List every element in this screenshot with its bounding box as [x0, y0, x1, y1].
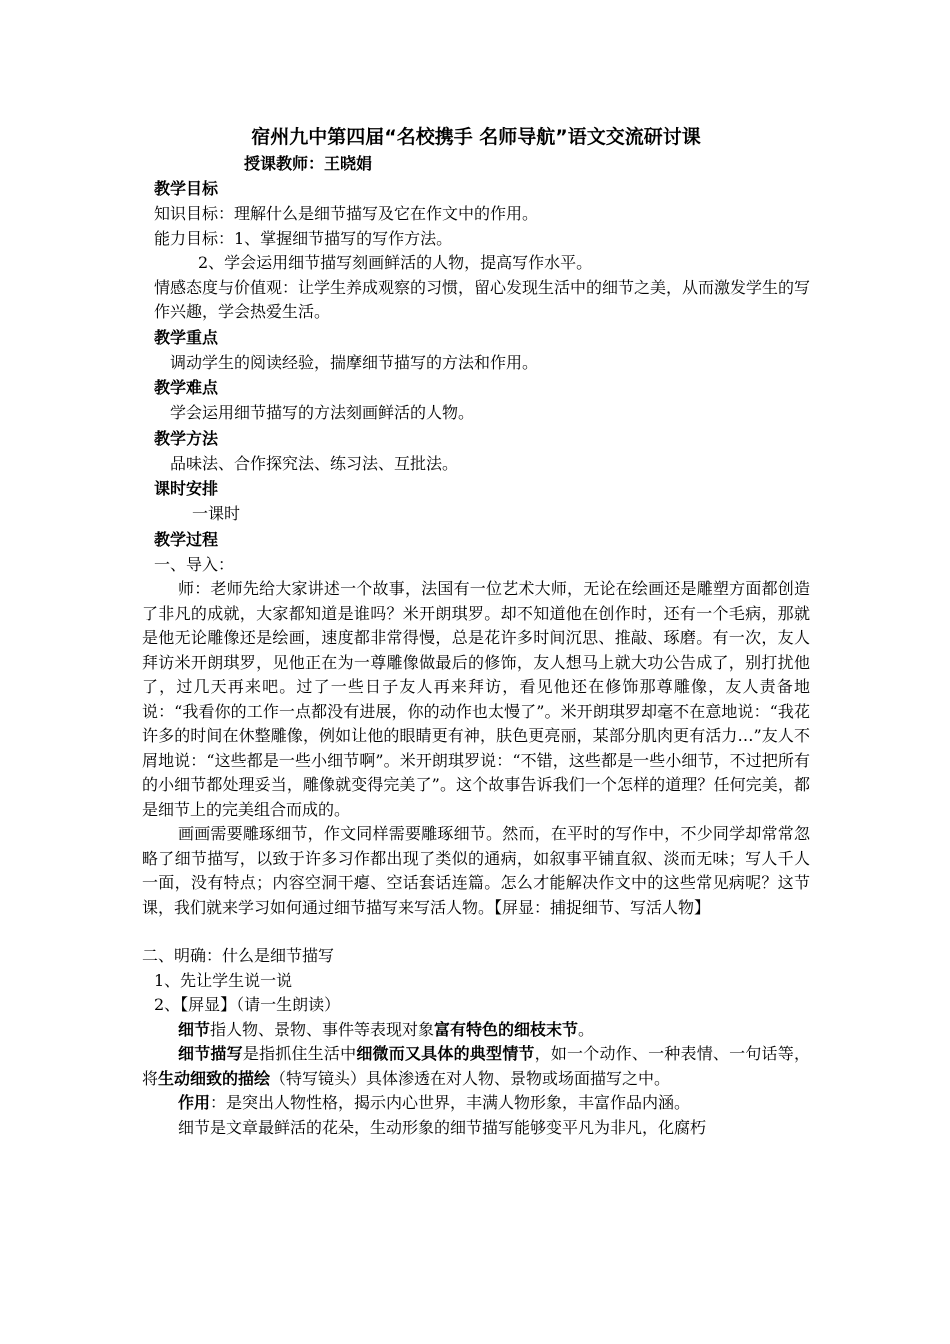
bold-term: 细节 — [178, 1019, 211, 1039]
section-2-item-2: 2、【屏显】（请一生朗读） — [154, 995, 341, 1014]
goal-ability-1: 能力目标：1、掌握细节描写的写作方法。 — [154, 228, 453, 248]
bold-term: 细节描写 — [178, 1044, 243, 1063]
spacer — [142, 920, 810, 944]
section-2-item-1: 1、先让学生说一说 — [154, 970, 293, 990]
methods-text: 品味法、合作探究法、练习法、互批法。 — [170, 453, 459, 473]
heading-key-points: 教学重点 — [154, 327, 219, 347]
goal-ability-2: 2、学会运用细节描写刻画鲜活的人物，提高写作水平。 — [198, 253, 593, 272]
heading-methods: 教学方法 — [154, 428, 219, 448]
intro-paragraph-1: 师：老师先给大家讲述一个故事，法国有一位艺术大师，无论在绘画还是雕塑方面都创造了非凡的成就，大家都知道是谁吗？米开朗琪罗。却不知道他在创作时，还有一个毛病，那就是他无论雕像还是绘画，速度都非常得慢，总是花许多时间沉思、推敲、琢磨。有一次，友人拜访米开朗琪罗，见他正在为一尊雕像做最后的修饰，友人想马上就大功公告成了，别打扰他了，过几天再来吧。过了一些日子友人再来拜访，看见他还在修饰那尊雕像，友人责备地说：“我看你的工作一点都没有进展，你的动作也太慢了”。米开朗琪罗却毫不在意地说：“我花许多的时间在休整雕像，例如让他的眼睛更有神，肤色更亮丽，某部分肌肉更有活力…”友人不屑地说：“这些都是一些小细节啊”。米开朗琪罗说：“不错，这些都是一些小细节，不过把所有的小细节都处理妥当，雕像就变得完美了”。这个故事告诉我们一个怎样的道理？任何完美，都是细节上的完美组合而成的。 — [142, 579, 810, 819]
closing-paragraph: 细节是文章最鲜活的花朵，生动形象的细节描写能够变平凡为非凡，化腐朽 — [178, 1117, 707, 1137]
heading-process: 教学过程 — [154, 529, 219, 549]
definition-detail-description: 细节描写是指抓住生活中细微而又具体的典型情节，如一个动作、一种表情、一句话等，将生动细致的描绘（特写镜头）具体渗透在对人物、景物或场面描写之中。 — [142, 1044, 810, 1088]
heading-goals: 教学目标 — [154, 179, 219, 198]
bold-term: 作用 — [178, 1093, 211, 1112]
goal-emotion: 情感态度与价值观：让学生养成观察的习惯，留心发现生活中的细节之美，从而激发学生的写作兴趣，学会热爱生活。 — [154, 277, 811, 321]
heading-difficulty: 教学难点 — [154, 378, 219, 397]
goal-knowledge: 知识目标：理解什么是细节描写及它在作文中的作用。 — [154, 204, 539, 223]
difficulty-text: 学会运用细节描写的方法刻画鲜活的人物。 — [170, 403, 475, 422]
document-title: 宿州九中第四届“名校携手 名师导航”语文交流研讨课 — [251, 126, 701, 148]
definition-function: 作用：是突出人物性格，揭示内心世界，丰满人物形象，丰富作品内涵。 — [178, 1093, 691, 1112]
bold-term: 细微而又具体的典型情节 — [356, 1044, 535, 1063]
intro-heading: 一、导入： — [154, 554, 235, 574]
bold-term: 生动细致的描绘 — [158, 1068, 271, 1088]
intro-paragraph-2: 画画需要雕琢细节，作文同样需要雕琢细节。然而，在平时的写作中，不少同学却常常忽略了细节描写，以致于许多习作都出现了类似的通病，如叙事平铺直叙、淡而无味；写人千人一面，没有特点；内容空洞干瘪、空话套话连篇。怎么才能解决作文中的这些常见病呢？这节课，我们就来学习如何通过细节描写来写活人物。【屏显：捕捉细节、写活人物】 — [142, 824, 810, 917]
section-2-heading: 二、明确：什么是细节描写 — [142, 946, 335, 965]
schedule-text: 一课时 — [192, 504, 241, 523]
bold-term: 富有特色的细枝末节 — [434, 1019, 579, 1039]
heading-schedule: 课时安排 — [154, 479, 219, 498]
key-points-text: 调动学生的阅读经验，揣摩细节描写的方法和作用。 — [170, 352, 539, 372]
teacher-line: 授课教师：王晓娟 — [244, 154, 373, 173]
definition-detail: 细节指人物、景物、事件等表现对象富有特色的细枝末节。 — [178, 1019, 595, 1039]
document-body — [142, 122, 810, 1140]
